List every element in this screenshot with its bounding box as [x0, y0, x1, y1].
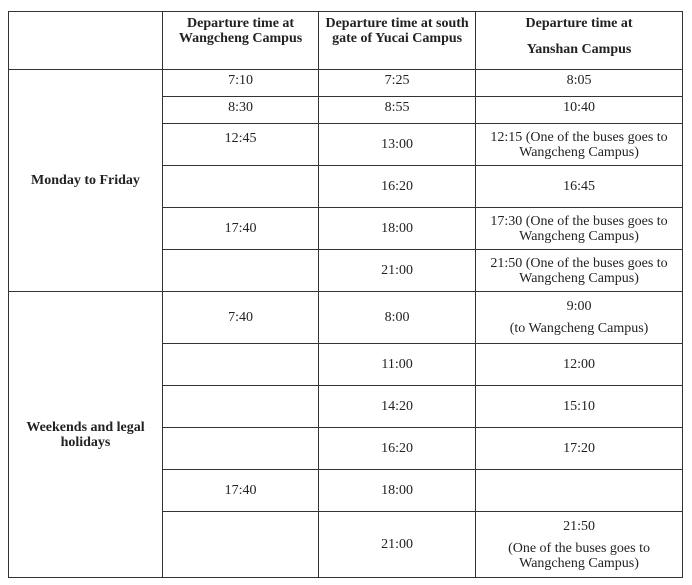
header-yanshan-text: Departure time at Yanshan Campus — [525, 16, 633, 57]
table-row — [9, 70, 683, 97]
yanshan-time-value: 21:50 — [563, 518, 595, 534]
wangcheng-time — [162, 386, 318, 428]
yucai-time: 18:00 — [319, 208, 476, 250]
yucai-time: 7:25 — [319, 70, 476, 97]
wangcheng-time — [162, 166, 318, 208]
yanshan-time: 12:15 (One of the buses goes to Wangcheng Campus) — [476, 124, 683, 166]
yucai-time: 16:20 — [319, 166, 476, 208]
yucai-time: 8:00 — [319, 292, 476, 344]
bus-schedule-table — [8, 11, 683, 578]
yucai-time: 14:20 — [319, 386, 476, 428]
yanshan-time: 12:00 — [476, 344, 683, 386]
wangcheng-time — [162, 344, 318, 386]
header-yucai: Departure time at south gate of Yucai Campus — [319, 12, 476, 70]
header-blank — [9, 12, 163, 70]
wangcheng-time: 7:10 — [162, 70, 318, 97]
wangcheng-time: 17:40 — [162, 208, 318, 250]
yucai-time: 8:55 — [319, 97, 476, 124]
yanshan-time-note: (to Wangcheng Campus) — [509, 321, 649, 336]
group-label-weekends: Weekends and legal holidays — [9, 292, 163, 578]
table-row — [9, 292, 683, 344]
group-label-weekdays: Monday to Friday — [9, 70, 163, 292]
yucai-time: 16:20 — [319, 428, 476, 470]
header-yanshan — [476, 12, 683, 70]
wangcheng-time: 12:45 — [162, 124, 318, 166]
yucai-time: 21:00 — [319, 512, 476, 578]
yanshan-time: 17:30 (One of the buses goes to Wangcheng Campus) — [476, 208, 683, 250]
yanshan-time — [476, 470, 683, 512]
wangcheng-time: 8:30 — [162, 97, 318, 124]
wangcheng-time: 7:40 — [162, 292, 318, 344]
wangcheng-time: 17:40 — [162, 470, 318, 512]
yanshan-time: 16:45 — [476, 166, 683, 208]
yanshan-time-value: 9:00 — [566, 299, 592, 314]
yanshan-time: 21:50 (One of the buses goes to Wangcheng Campus) — [476, 250, 683, 292]
yanshan-time: 17:20 — [476, 428, 683, 470]
wangcheng-time — [162, 512, 318, 578]
wangcheng-time — [162, 428, 318, 470]
header-wangcheng: Departure time at Wangcheng Campus — [162, 12, 318, 70]
yanshan-time — [476, 292, 683, 344]
yanshan-time: 8:05 — [476, 70, 683, 97]
yanshan-time: 15:10 — [476, 386, 683, 428]
yanshan-time-note: (One of the buses goes to Wangcheng Campus) — [508, 540, 650, 571]
header-row — [9, 12, 683, 70]
yanshan-time: 10:40 — [476, 97, 683, 124]
wangcheng-time — [162, 250, 318, 292]
yucai-time: 11:00 — [319, 344, 476, 386]
yucai-time: 18:00 — [319, 470, 476, 512]
yanshan-time — [476, 512, 683, 578]
yucai-time: 21:00 — [319, 250, 476, 292]
yucai-time: 13:00 — [319, 124, 476, 166]
